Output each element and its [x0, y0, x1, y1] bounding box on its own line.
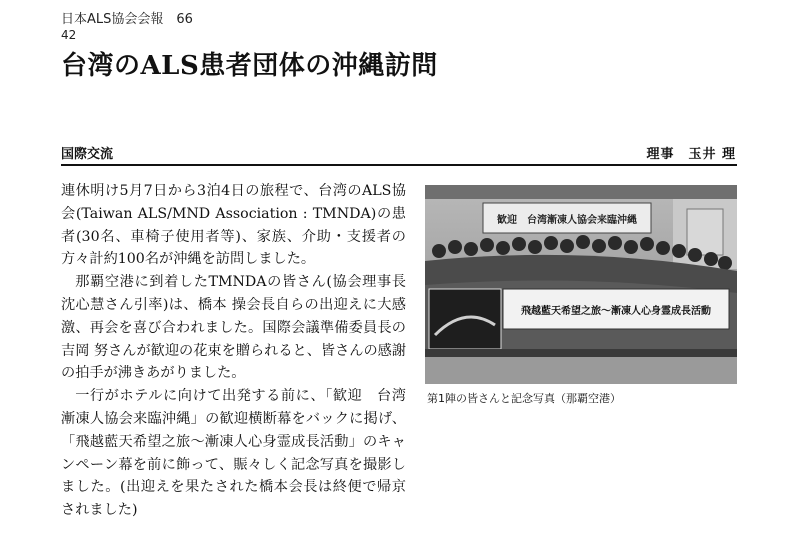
header-rule: [61, 164, 737, 166]
section-label: 国際交流: [61, 147, 114, 162]
photo-caption: 第1陣の皆さんと記念写真（那覇空港）: [427, 392, 621, 405]
article-body: [61, 180, 406, 522]
journal-header: 日本ALS協会会報 66: [61, 12, 193, 27]
body-paragraph: 那覇空港に到着したTMNDAの皆さん(協会理事長沈心慧さん引率)は、橋本 操会長自らの出迎えに大感激、再会を喜び合われました。国際会議準備委員長の吉岡 努さんが歓迎の花束を贈られると、皆さんの感謝の拍手が沸きあがりました。: [61, 274, 407, 382]
article-title: 台湾のALS患者団体の沖縄訪問: [61, 51, 438, 81]
author-credit: 理事 玉井 理: [646, 147, 736, 162]
group-photo: [425, 185, 737, 384]
body-paragraph: 連休明け5月7日から3泊4日の旅程で、台湾のALS協会(Taiwan ALS/MND Association : TMNDA)の患者(30名、車椅子使用者等)、家族、介助・支援者の方々計約100名が沖縄を訪問しました。: [61, 183, 406, 268]
banner-top-text: 歓迎 台湾漸凍人協会来臨沖縄: [497, 215, 637, 226]
banner-bottom-text: 飛越藍天希望之旅～漸凍人心身霊成長活動: [521, 306, 711, 317]
body-paragraph: 一行がホテルに向けて出発する前に、「歓迎 台湾漸凍人協会来臨沖縄」の歓迎横断幕をバックに掲げ、「飛越藍天希望之旅～漸凍人心身霊成長活動」のキャンペーン幕を前に飾って、賑々しく記念写真を撮影しました。(出迎えを果たされた橋本会長は終便で帰京されました): [61, 388, 406, 519]
page-number: 42: [61, 28, 77, 42]
